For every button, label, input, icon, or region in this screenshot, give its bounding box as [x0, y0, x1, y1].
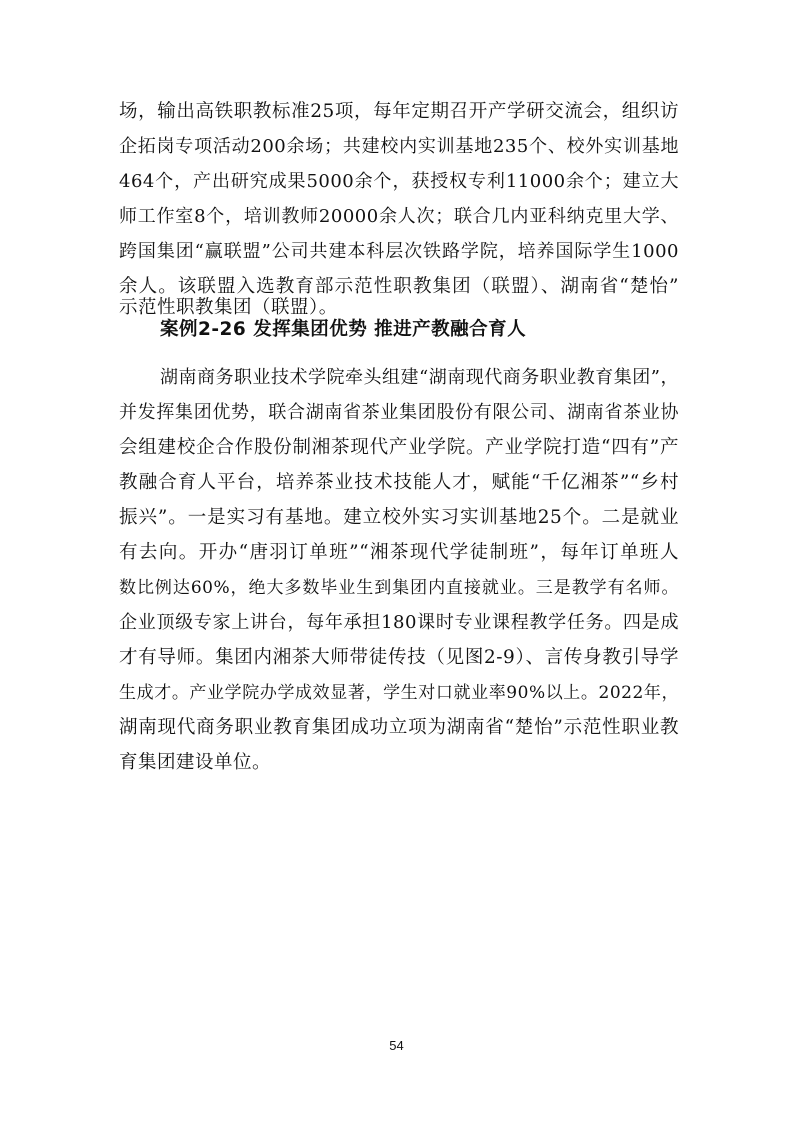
- paragraph-line: 余人。该联盟入选教育部示范性职教集团（联盟）、湖南省“楚怡”: [119, 276, 679, 297]
- paragraph-line: 振兴”。一是实习有基地。建立校外实习实训基地25个。二是就业: [119, 507, 679, 528]
- paragraph-line: 有去向。开办“唐羽订单班”“湘茶现代学徒制班”，每年订单班人: [119, 542, 679, 563]
- paragraph-line: 464个，产出研究成果5000余个，获授权专利11000余个；建立大: [119, 171, 679, 192]
- paragraph-line: 师工作室8个，培训教师20000余人次；联合几内亚科纳克里大学、: [119, 206, 679, 227]
- paragraph-line: 湖南现代商务职业教育集团成功立项为湖南省“楚怡”示范性职业教: [119, 717, 679, 738]
- paragraph-line: 育集团建设单位。: [119, 752, 272, 773]
- paragraph-line: 跨国集团“赢联盟”公司共建本科层次铁路学院，培养国际学生1000: [119, 241, 679, 262]
- paragraph-line: 湖南商务职业技术学院牵头组建“湖南现代商务职业教育集团”，: [160, 367, 679, 388]
- paragraph-line: 会组建校企合作股份制湘茶现代产业学院。产业学院打造“四有”产: [119, 437, 679, 458]
- paragraph-line: 生成才。产业学院办学成效显著，学生对口就业率90%以上。2022年，: [119, 683, 679, 703]
- paragraph-line: 数比例达60%，绝大多数毕业生到集团内直接就业。三是教学有名师。: [119, 578, 679, 598]
- paragraph-line: 并发挥集团优势，联合湖南省茶业集团股份有限公司、湖南省茶业协: [119, 402, 679, 423]
- paragraph-line: 企业顶级专家上讲台，每年承担180课时专业课程教学任务。四是成: [119, 612, 679, 633]
- paragraph-line: 场，输出高铁职教标准25项，每年定期召开产学研交流会，组织访: [119, 101, 679, 122]
- paragraph-line: 教融合育人平台，培养茶业技术技能人才，赋能“千亿湘茶”“乡村: [119, 472, 679, 493]
- page-number: 54: [389, 1038, 404, 1053]
- case-heading: 案例2-26 发挥集团优势 推进产教融合育人: [160, 319, 527, 340]
- paragraph-line: 示范性职教集团（联盟）。: [119, 297, 338, 318]
- paragraph-line: 才有导师。集团内湘茶大师带徒传技（见图2-9）、言传身教引导学: [119, 647, 679, 668]
- paragraph-line: 企拓岗专项活动200余场；共建校内实训基地235个、校外实训基地: [119, 136, 679, 157]
